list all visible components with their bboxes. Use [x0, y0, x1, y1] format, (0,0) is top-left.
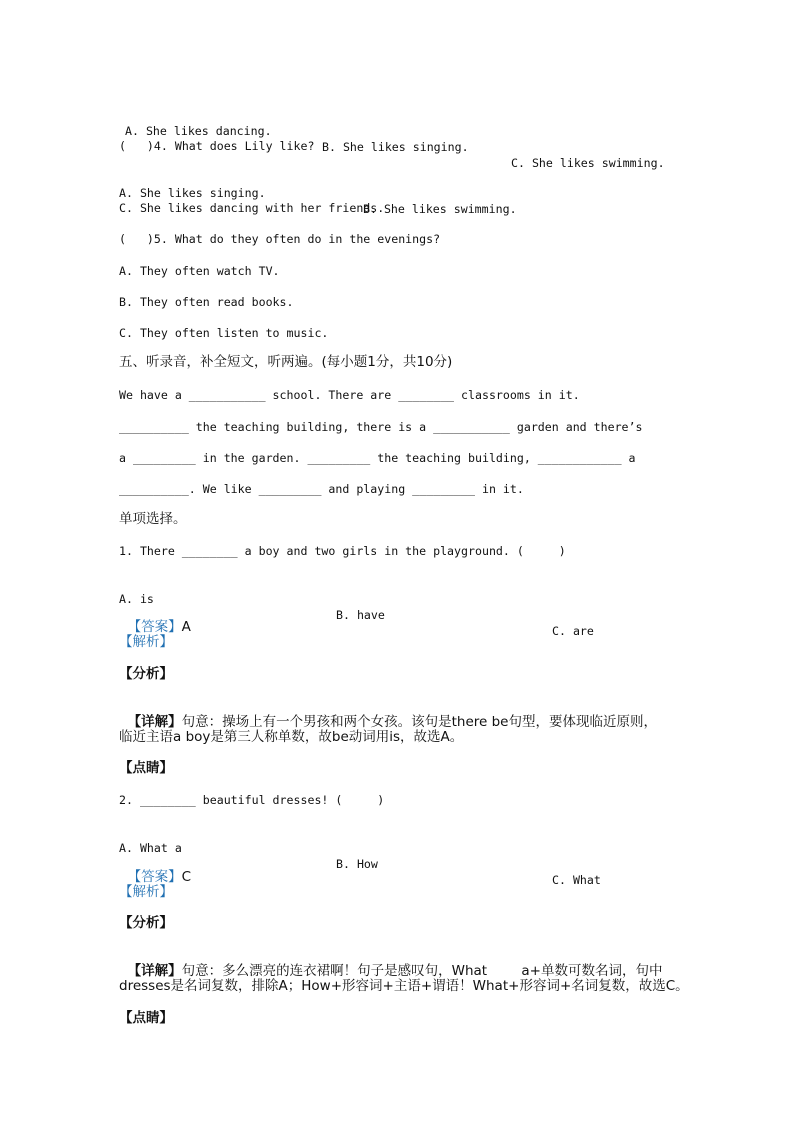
item1-detail-tag: 【详解】	[127, 714, 182, 730]
q4-option-b: B. She likes swimming.	[363, 202, 517, 216]
item2-detail-tag: 【详解】	[127, 963, 182, 979]
q5-option-a: A. They often watch TV.	[119, 264, 280, 278]
q4-question: ( )4. What does Lily like?	[119, 139, 315, 153]
item2-analysis-tag: 【解析】	[119, 884, 173, 900]
item2-option-b: B. How	[336, 857, 378, 871]
item2-answer: C	[181, 869, 192, 885]
item2-answer-tag: 【答案】	[127, 869, 182, 885]
q4-option-a: A. She likes singing.	[119, 186, 266, 200]
q5-option-b: B. They often read books.	[119, 295, 294, 309]
item2-detail-line1	[119, 947, 662, 979]
item2-dianjing-tag: 【点睛】	[119, 1010, 173, 1026]
item2-answer-line	[119, 853, 191, 885]
item1-answer-line	[119, 603, 191, 635]
q3-option-c: C. She likes swimming.	[511, 156, 665, 170]
q5-question: ( )5. What do they often do in the evenings?	[119, 232, 441, 246]
item1-option-b: B. have	[336, 608, 385, 622]
single-choice-heading: 单项选择。	[119, 511, 187, 527]
item2-fenxi-tag: 【分析】	[119, 915, 173, 931]
item2-option-a: A. What a	[119, 841, 182, 855]
item1-analysis-tag: 【解析】	[119, 634, 173, 650]
q4-option-c: C. She likes dancing with her friends.	[119, 201, 385, 215]
item1-question: 1. There ________ a boy and two girls in the playground. ( )	[119, 544, 566, 558]
item1-option-a: A. is	[119, 592, 154, 606]
item2-detail-line2: dresses是名词复数，排除A；How+形容词+主语+谓语！What+形容词+名词复数，故选C。	[119, 978, 689, 994]
passage-line-3: a _________ in the garden. _________ the teaching building, ____________ a	[119, 451, 636, 465]
item1-detail-text1: 句意：操场上有一个男孩和两个女孩。该句是there be句型，要体现临近原则，	[181, 714, 657, 730]
item1-dianjing-tag: 【点睛】	[119, 760, 173, 776]
section5-heading: 五、听录音，补全短文，听两遍。(每小题1分，共10分)	[119, 354, 453, 370]
q3-option-b: B. She likes singing.	[322, 140, 469, 154]
q3-option-a: A. She likes dancing.	[125, 124, 272, 138]
item2-detail-text1: 句意：多么漂亮的连衣裙啊！句子是感叹句，What a+单数可数名词，句中	[181, 963, 663, 979]
passage-line-1: We have a ___________ school. There are ________ classrooms in it.	[119, 388, 580, 402]
item1-answer: A	[181, 619, 191, 635]
item1-fenxi-tag: 【分析】	[119, 666, 173, 682]
passage-line-4: __________. We like _________ and playing _________ in it.	[119, 482, 524, 496]
passage-line-2: __________ the teaching building, there is a ___________ garden and there’s	[119, 420, 643, 434]
item1-option-c: C. are	[552, 624, 594, 638]
item1-detail-line2: 临近主语a boy是第三人称单数，故be动词用is，故选A。	[119, 729, 464, 745]
item2-option-c: C. What	[552, 873, 601, 887]
q5-option-c: C. They often listen to music.	[119, 326, 329, 340]
item1-answer-tag: 【答案】	[127, 619, 182, 635]
item1-detail-line1	[119, 698, 657, 730]
item2-question: 2. ________ beautiful dresses! ( )	[119, 793, 385, 807]
